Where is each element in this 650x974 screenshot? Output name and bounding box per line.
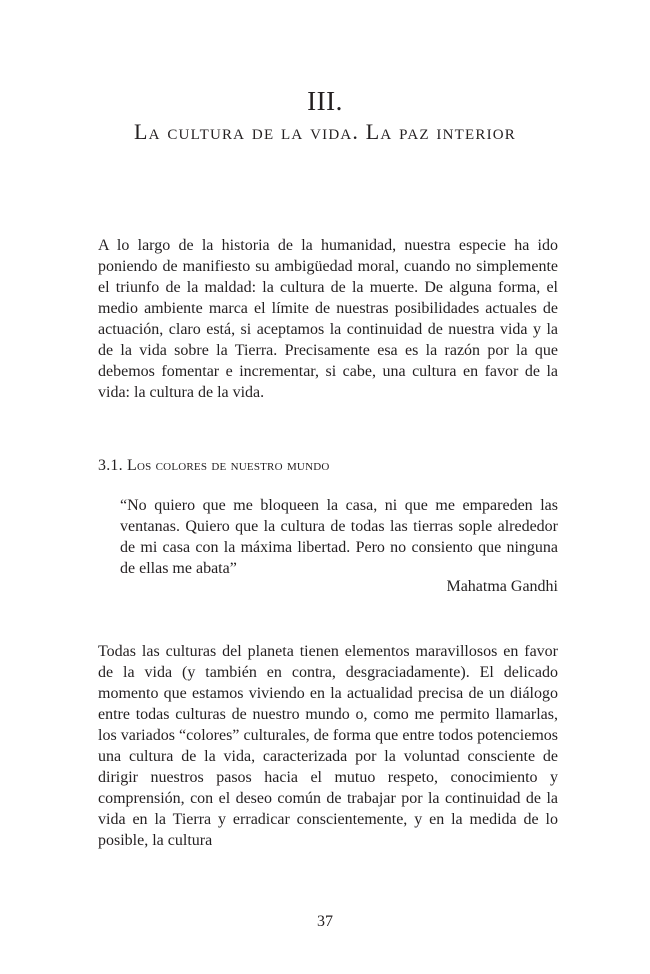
chapter-number: III. bbox=[307, 86, 343, 116]
page-number: 37 bbox=[317, 913, 333, 930]
epigraph-author: Mahatma Gandhi bbox=[446, 578, 558, 595]
intro-paragraph: A lo largo de la historia de la humanidad, nuestra especie ha ido poniendo de manifiesto su ambigüedad moral, cuando no simplemente el triunfo de la maldad: la cultura de la muerte. De alguna forma, el medio ambiente marca el límite de nuestras posibilidades actuales de actuación, claro está, si aceptamos la continuidad de nuestra vida y la de la vida sobre la Tierra. Precisamente esa es la razón por la que debemos fomentar e incrementar, si cabe, una cultura en favor de la vida: la cultura de la vida. bbox=[98, 237, 558, 401]
epigraph-quote: “No quiero que me bloqueen la casa, ni que me empareden las ventanas. Quiero que la cultura de todas las tierras sople alrededor de mi casa con la máxima libertad. Pero no consiento que ninguna de ellas me abata” bbox=[120, 497, 558, 577]
chapter-title: La cultura de la vida. La paz interior bbox=[133, 119, 517, 144]
section-heading: 3.1. Los colores de nuestro mundo bbox=[98, 457, 330, 474]
body-paragraph: Todas las culturas del planeta tienen elementos maravillosos en favor de la vida (y también en contra, desgraciadamente). El delicado momento que estamos viviendo en la actualidad precisa de un diálogo entre todas culturas de nuestro mundo o, como me permito llamarlas, los variados “colores” culturales, de forma que entre todos potenciemos una cultura de la vida, caracterizada por la voluntad consciente de dirigir nuestros pasos hacia el mutuo respeto, conocimiento y comprensión, con el deseo común de trabajar por la continuidad de la vida en la Tierra y erradicar conscientemente, y en la medida de lo posible, la cultura bbox=[98, 643, 558, 849]
